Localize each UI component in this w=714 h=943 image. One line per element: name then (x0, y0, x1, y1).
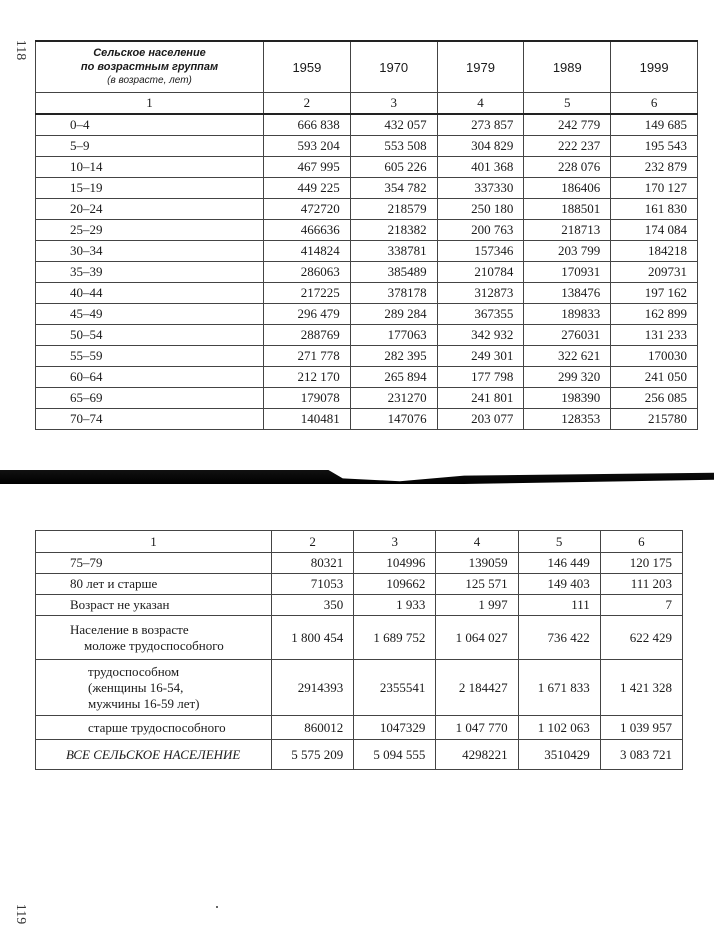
row-label (36, 660, 272, 716)
cell: 149 403 (518, 574, 600, 595)
cell: 3510429 (518, 740, 600, 770)
header-label-line3: (в возрасте, лет) (107, 75, 192, 86)
cell: 666 838 (264, 114, 351, 136)
cell: 1 689 752 (354, 616, 436, 660)
row-label-line2: (женщины 16-54, (88, 679, 184, 695)
row-label: 60–64 (36, 367, 264, 388)
column-index-row (36, 531, 683, 553)
table-row (36, 283, 698, 304)
cell: 282 395 (350, 346, 437, 367)
row-label: 30–34 (36, 241, 264, 262)
row-label: 80 лет и старше (36, 574, 272, 595)
column-index: 3 (350, 93, 437, 115)
table-row (36, 553, 683, 574)
cell: 1 421 328 (600, 660, 682, 716)
header-year: 1999 (611, 41, 698, 93)
cell: 249 301 (437, 346, 524, 367)
cell: 1 064 027 (436, 616, 518, 660)
cell: 138476 (524, 283, 611, 304)
header-year: 1959 (264, 41, 351, 93)
cell: 241 801 (437, 388, 524, 409)
cell: 467 995 (264, 157, 351, 178)
row-label: 65–69 (36, 388, 264, 409)
row-label (36, 616, 272, 660)
cell: 120 175 (600, 553, 682, 574)
cell: 472720 (264, 199, 351, 220)
cell: 5 575 209 (272, 740, 354, 770)
cell: 139059 (436, 553, 518, 574)
table-row (36, 114, 698, 136)
cell: 189833 (524, 304, 611, 325)
cell: 147076 (350, 409, 437, 430)
table-row (36, 367, 698, 388)
cell: 1 047 770 (436, 716, 518, 740)
cell: 553 508 (350, 136, 437, 157)
table-row (36, 304, 698, 325)
cell: 157346 (437, 241, 524, 262)
page-number-bottom: 119 (13, 903, 29, 925)
cell: 2914393 (272, 660, 354, 716)
cell: 218713 (524, 220, 611, 241)
cell: 200 763 (437, 220, 524, 241)
cell: 449 225 (264, 178, 351, 199)
cell: 1 800 454 (272, 616, 354, 660)
header-year: 1989 (524, 41, 611, 93)
cell: 188501 (524, 199, 611, 220)
cell: 242 779 (524, 114, 611, 136)
cell: 593 204 (264, 136, 351, 157)
row-label-line3: мужчины 16-59 лет) (88, 695, 200, 711)
cell: 177 798 (437, 367, 524, 388)
cell: 860012 (272, 716, 354, 740)
cell: 111 203 (600, 574, 682, 595)
cell: 622 429 (600, 616, 682, 660)
cell: 218382 (350, 220, 437, 241)
cell: 170931 (524, 262, 611, 283)
row-label: 25–29 (36, 220, 264, 241)
table-row (36, 616, 683, 660)
cell: 203 799 (524, 241, 611, 262)
column-index: 6 (600, 531, 682, 553)
cell: 232 879 (611, 157, 698, 178)
cell: 161 830 (611, 199, 698, 220)
table-row (36, 388, 698, 409)
table-row (36, 157, 698, 178)
header-label-cell (36, 41, 264, 93)
cell: 80321 (272, 553, 354, 574)
cell: 1047329 (354, 716, 436, 740)
table-row (36, 178, 698, 199)
table-row (36, 595, 683, 616)
column-index: 1 (36, 531, 272, 553)
header-label-line2: по возрастным группам (80, 61, 219, 73)
row-label: 20–24 (36, 199, 264, 220)
row-label: 0–4 (36, 114, 264, 136)
row-label: Возраст не указан (36, 595, 272, 616)
cell: 401 368 (437, 157, 524, 178)
column-index: 2 (272, 531, 354, 553)
column-index: 2 (264, 93, 351, 115)
cell: 296 479 (264, 304, 351, 325)
cell: 104996 (354, 553, 436, 574)
cell: 177063 (350, 325, 437, 346)
column-index: 4 (437, 93, 524, 115)
cell: 131 233 (611, 325, 698, 346)
row-label: ВСЕ СЕЛЬСКОЕ НАСЕЛЕНИЕ (36, 740, 272, 770)
cell: 162 899 (611, 304, 698, 325)
cell: 212 170 (264, 367, 351, 388)
cell: 605 226 (350, 157, 437, 178)
cell: 288769 (264, 325, 351, 346)
cell: 241 050 (611, 367, 698, 388)
cell: 195 543 (611, 136, 698, 157)
cell: 289 284 (350, 304, 437, 325)
table-row (36, 346, 698, 367)
scan-artifact-smear (0, 470, 714, 484)
cell: 414824 (264, 241, 351, 262)
population-table-part2 (35, 530, 683, 770)
table-row (36, 716, 683, 740)
row-label: 35–39 (36, 262, 264, 283)
row-label: 5–9 (36, 136, 264, 157)
cell: 276031 (524, 325, 611, 346)
table-row (36, 325, 698, 346)
cell: 218579 (350, 199, 437, 220)
cell: 432 057 (350, 114, 437, 136)
cell: 7 (600, 595, 682, 616)
cell: 2355541 (354, 660, 436, 716)
column-index: 4 (436, 531, 518, 553)
cell: 299 320 (524, 367, 611, 388)
cell: 203 077 (437, 409, 524, 430)
column-index-row (36, 93, 698, 115)
cell: 71053 (272, 574, 354, 595)
cell: 337330 (437, 178, 524, 199)
cell: 385489 (350, 262, 437, 283)
row-label: 75–79 (36, 553, 272, 574)
cell: 354 782 (350, 178, 437, 199)
cell: 109662 (354, 574, 436, 595)
cell: 342 932 (437, 325, 524, 346)
column-index: 3 (354, 531, 436, 553)
cell: 4298221 (436, 740, 518, 770)
row-label-line1: Население в возрасте (70, 621, 189, 637)
header-year: 1970 (350, 41, 437, 93)
cell: 1 102 063 (518, 716, 600, 740)
row-label-line1: трудоспособном (88, 663, 180, 679)
cell: 367355 (437, 304, 524, 325)
cell: 210784 (437, 262, 524, 283)
cell: 350 (272, 595, 354, 616)
cell: 222 237 (524, 136, 611, 157)
table-row (36, 409, 698, 430)
cell: 5 094 555 (354, 740, 436, 770)
cell: 128353 (524, 409, 611, 430)
cell: 125 571 (436, 574, 518, 595)
cell: 265 894 (350, 367, 437, 388)
cell: 1 671 833 (518, 660, 600, 716)
population-table-part1 (35, 40, 698, 430)
cell: 273 857 (437, 114, 524, 136)
cell: 338781 (350, 241, 437, 262)
cell: 146 449 (518, 553, 600, 574)
table-row (36, 136, 698, 157)
cell: 140481 (264, 409, 351, 430)
cell: 322 621 (524, 346, 611, 367)
row-label: 45–49 (36, 304, 264, 325)
header-label-line1: Сельское население (93, 47, 206, 59)
cell: 2 184427 (436, 660, 518, 716)
cell: 304 829 (437, 136, 524, 157)
cell: 378178 (350, 283, 437, 304)
cell: 228 076 (524, 157, 611, 178)
cell: 149 685 (611, 114, 698, 136)
table-row (36, 574, 683, 595)
table-row (36, 241, 698, 262)
row-label: 55–59 (36, 346, 264, 367)
cell: 231270 (350, 388, 437, 409)
cell: 170030 (611, 346, 698, 367)
row-label: 40–44 (36, 283, 264, 304)
cell: 184218 (611, 241, 698, 262)
table-row (36, 262, 698, 283)
total-row (36, 740, 683, 770)
cell: 286063 (264, 262, 351, 283)
table-row (36, 660, 683, 716)
cell: 186406 (524, 178, 611, 199)
column-index: 5 (518, 531, 600, 553)
header-year: 1979 (437, 41, 524, 93)
page-number-top: 118 (13, 39, 29, 61)
row-label: 70–74 (36, 409, 264, 430)
cell: 215780 (611, 409, 698, 430)
cell: 197 162 (611, 283, 698, 304)
cell: 111 (518, 595, 600, 616)
cell: 250 180 (437, 199, 524, 220)
row-label-line2: моложе трудоспособного (84, 637, 224, 653)
column-index: 6 (611, 93, 698, 115)
cell: 256 085 (611, 388, 698, 409)
cell: 198390 (524, 388, 611, 409)
scan-speck (216, 906, 218, 908)
column-index: 1 (36, 93, 264, 115)
cell: 736 422 (518, 616, 600, 660)
table-row (36, 220, 698, 241)
column-index: 5 (524, 93, 611, 115)
cell: 1 997 (436, 595, 518, 616)
cell: 466636 (264, 220, 351, 241)
row-label: 50–54 (36, 325, 264, 346)
table-row (36, 199, 698, 220)
row-label: 10–14 (36, 157, 264, 178)
cell: 170 127 (611, 178, 698, 199)
cell: 209731 (611, 262, 698, 283)
cell: 1 933 (354, 595, 436, 616)
cell: 312873 (437, 283, 524, 304)
cell: 3 083 721 (600, 740, 682, 770)
row-label: 15–19 (36, 178, 264, 199)
cell: 174 084 (611, 220, 698, 241)
row-label: старше трудоспособного (36, 716, 272, 740)
cell: 1 039 957 (600, 716, 682, 740)
cell: 271 778 (264, 346, 351, 367)
cell: 179078 (264, 388, 351, 409)
cell: 217225 (264, 283, 351, 304)
